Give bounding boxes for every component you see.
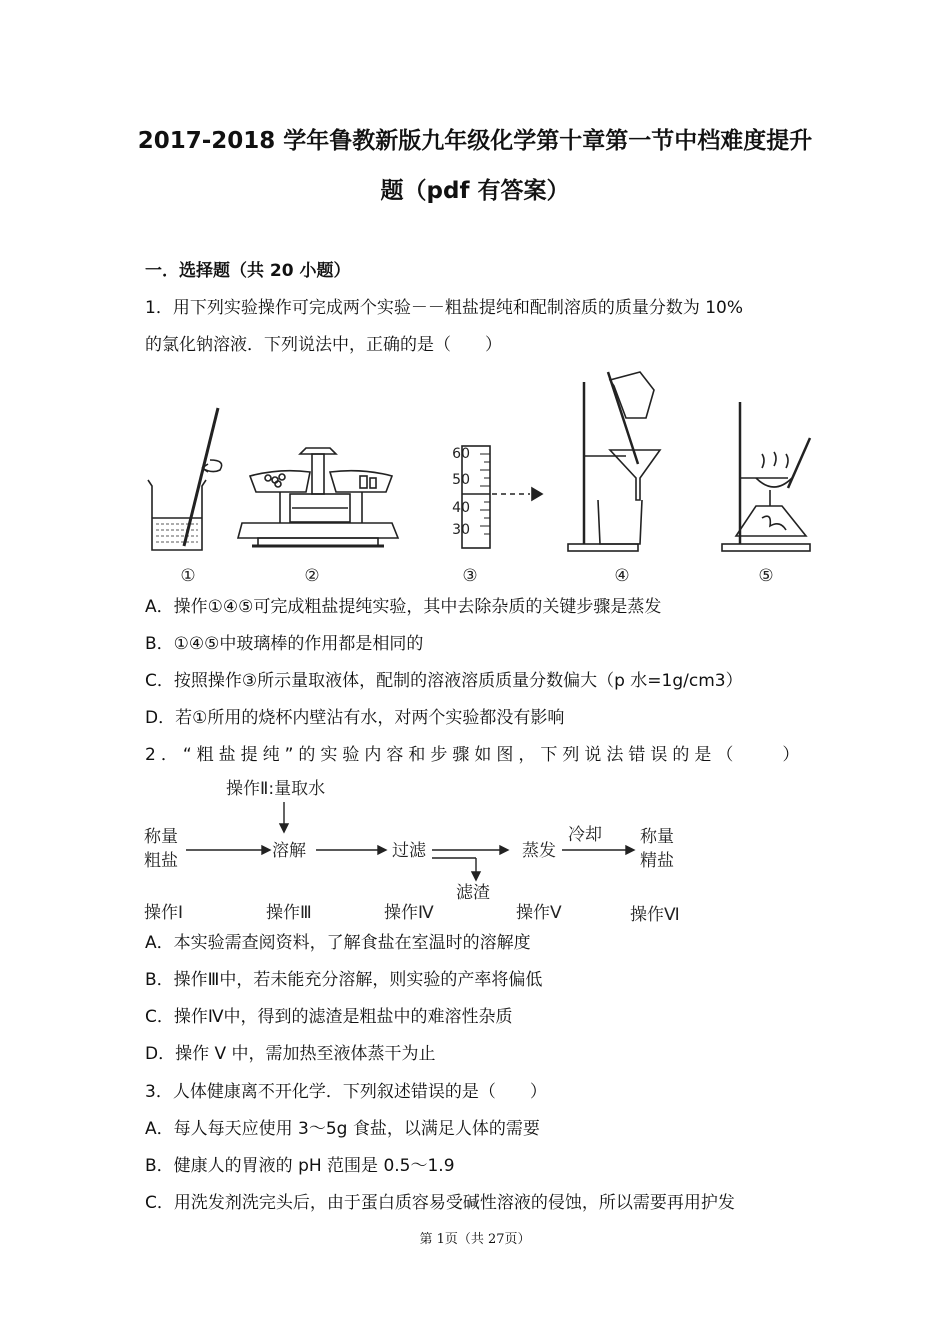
evaporation-diagram [722,402,810,551]
q3-option-c: C．用洗发剂洗完头后，由于蛋白质容易受碱性溶液的侵蚀，所以需要再用护发 [145,1193,735,1213]
flow-weigh-fine-2: 精盐 [640,851,674,871]
q1-stem-line1: 1．用下列实验操作可完成两个实验－－粗盐提纯和配制溶质的质量分数为 10% [145,298,744,318]
figure-label-4: ④ [614,566,630,586]
figure-label-3: ③ [462,566,478,586]
balance-diagram [238,448,398,546]
figure-label-2: ② [304,566,320,586]
flow-residue: 滤渣 [456,883,490,903]
flow-filter: 过滤 [392,841,426,861]
filtration-diagram [568,372,660,551]
q2-option-c: C．操作Ⅳ中，得到的滤渣是粗盐中的难溶性杂质 [145,1007,513,1027]
q1-option-a: A．操作①④⑤可完成粗盐提纯实验，其中去除杂质的关键步骤是蒸发 [145,597,662,617]
cylinder-tick-40: 40 [452,500,470,516]
flow-weigh-raw-2: 粗盐 [144,851,178,871]
flow-op5: 操作Ⅴ [516,903,562,923]
cylinder-tick-60: 60 [452,446,470,462]
q3-stem: 3．人体健康离不开化学．下列叙述错误的是（ ） [145,1082,547,1102]
page-title-line2: 题（pdf 有答案） [380,178,570,204]
q1-option-b: B．①④⑤中玻璃棒的作用都是相同的 [145,634,424,654]
q2-option-a: A．本实验需查阅资料，了解食盐在室温时的溶解度 [145,933,531,953]
q1-apparatus-figure [140,368,840,593]
q2-flow-diagram [140,772,700,932]
flow-weigh-fine-1: 称量 [640,827,674,847]
q2-option-d: D．操作 V 中，需加热至液体蒸干为止 [145,1044,436,1064]
flow-op6: 操作Ⅵ [630,905,680,925]
page-footer: 第 1页（共 27页） [419,1232,531,1247]
flow-dissolve: 溶解 [272,841,306,861]
figure-label-1: ① [180,566,196,586]
flow-op3: 操作Ⅲ [266,903,312,923]
figure-label-5: ⑤ [758,566,774,586]
flow-cool: 冷却 [568,825,602,845]
flow-weigh-raw-1: 称量 [144,827,178,847]
graduated-cylinder-diagram [462,446,542,548]
q3-option-a: A．每人每天应使用 3～5g 食盐，以满足人体的需要 [145,1119,540,1139]
flow-op1: 操作Ⅰ [144,903,184,923]
cylinder-tick-50: 50 [452,472,470,488]
q2-stem: 2．“粗盐提纯”的实验内容和步骤如图，下列说法错误的是（ ） [145,745,805,765]
q3-option-b: B．健康人的胃液的 pH 范围是 0.5～1.9 [145,1156,455,1176]
q1-stem-line2: 的氯化钠溶液．下列说法中，正确的是（ ） [145,335,502,355]
flow-op4: 操作Ⅳ [384,903,434,923]
flow-measure-water: 操作Ⅱ:量取水 [226,779,326,799]
q1-option-d: D．若①所用的烧杯内壁沾有水，对两个实验都没有影响 [145,708,565,728]
page-title-line1: 2017-2018 学年鲁教新版九年级化学第十章第一节中档难度提升 [137,128,813,154]
flow-evaporate: 蒸发 [522,841,556,861]
section-heading: 一．选择题（共 20 小题） [145,261,351,281]
beaker-stirring-diagram [148,408,222,550]
q1-option-c: C．按照操作③所示量取液体，配制的溶液溶质质量分数偏大（p 水=1g/cm3） [145,671,743,691]
q2-option-b: B．操作Ⅲ中，若未能充分溶解，则实验的产率将偏低 [145,970,543,990]
cylinder-tick-30: 30 [452,522,470,538]
